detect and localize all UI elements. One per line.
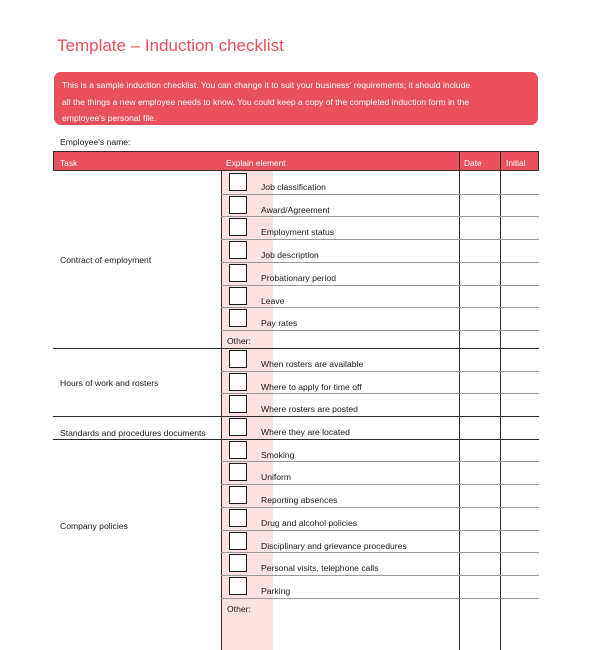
explain-element-item: Leave bbox=[261, 295, 285, 306]
header-divider bbox=[459, 152, 460, 170]
task-label: Hours of work and rosters bbox=[60, 378, 159, 388]
explain-element-item: Parking bbox=[261, 585, 291, 596]
header-initial: Initial bbox=[506, 158, 526, 168]
explain-element-item: Probationary period bbox=[261, 272, 337, 283]
explain-element-item: Pay rates bbox=[261, 318, 298, 329]
row-divider bbox=[221, 461, 539, 462]
checkbox[interactable] bbox=[229, 463, 247, 481]
explain-element-item: Reporting absences bbox=[261, 495, 338, 506]
row-divider bbox=[221, 530, 539, 531]
intro-line: all the things a new employee needs to know. You could keep a copy of the completed induction form in the bbox=[62, 96, 470, 107]
row-divider bbox=[221, 598, 539, 599]
checkbox[interactable] bbox=[229, 441, 247, 459]
row-divider bbox=[221, 575, 539, 576]
other-label: Other: bbox=[227, 603, 251, 614]
explain-element-item: Where rosters are posted bbox=[261, 404, 358, 415]
row-divider bbox=[221, 307, 539, 308]
task-label: Contract of employment bbox=[60, 255, 152, 265]
checkbox[interactable] bbox=[229, 264, 247, 282]
intro-banner bbox=[54, 72, 538, 125]
explain-element-item: Job description bbox=[261, 250, 319, 261]
row-divider bbox=[221, 371, 539, 372]
header-explain-element: Explain element bbox=[226, 158, 286, 168]
task-label: Standards and procedures documents bbox=[60, 428, 206, 438]
row-divider bbox=[53, 439, 539, 440]
row-divider bbox=[53, 348, 539, 349]
explain-element-item: Where to apply for time off bbox=[261, 381, 362, 392]
explain-element-item: Uniform bbox=[261, 472, 292, 483]
header-task: Task bbox=[60, 158, 78, 168]
explain-element-item: Award/Agreement bbox=[261, 204, 330, 215]
checkbox[interactable] bbox=[229, 373, 247, 391]
row-divider bbox=[221, 262, 539, 263]
table-header-row bbox=[53, 151, 539, 171]
header-date: Date bbox=[464, 158, 482, 168]
intro-line: employee's personal file. bbox=[62, 113, 157, 123]
row-divider bbox=[221, 285, 539, 286]
checkbox[interactable] bbox=[229, 395, 247, 413]
induction-checklist-table bbox=[53, 151, 539, 650]
row-divider bbox=[221, 239, 539, 240]
explain-element-item: Employment status bbox=[261, 227, 335, 238]
intro-line: This is a sample induction checklist. You can change it to suit your business' requirements; it should include bbox=[62, 80, 471, 90]
checkbox[interactable] bbox=[229, 218, 247, 236]
explain-element-item: Smoking bbox=[261, 449, 295, 460]
explain-element-item: Where they are located bbox=[261, 427, 350, 437]
column-divider bbox=[221, 171, 222, 650]
row-divider bbox=[221, 484, 539, 485]
checkbox[interactable] bbox=[229, 418, 247, 436]
checkbox[interactable] bbox=[229, 554, 247, 572]
document-title: Template – Induction checklist bbox=[57, 36, 284, 55]
column-divider bbox=[500, 171, 501, 650]
checkbox[interactable] bbox=[229, 241, 247, 259]
task-label: Company policies bbox=[60, 521, 128, 531]
checkbox[interactable] bbox=[229, 532, 247, 550]
row-divider bbox=[221, 330, 539, 331]
checkbox[interactable] bbox=[229, 350, 247, 368]
explain-element-item: Personal visits, telephone calls bbox=[261, 563, 379, 574]
row-divider bbox=[221, 393, 539, 394]
header-divider bbox=[500, 152, 501, 170]
row-divider bbox=[53, 416, 539, 417]
column-divider bbox=[459, 171, 460, 650]
row-divider bbox=[221, 552, 539, 553]
other-label: Other: bbox=[227, 335, 251, 346]
checkbox[interactable] bbox=[229, 173, 247, 191]
explain-element-item: Disciplinary and grievance procedures bbox=[261, 540, 407, 551]
employee-name-label: Employee's name: bbox=[60, 137, 131, 147]
checkbox[interactable] bbox=[229, 509, 247, 527]
checkbox[interactable] bbox=[229, 196, 247, 214]
checkbox[interactable] bbox=[229, 309, 247, 327]
explain-element-item: Job classification bbox=[261, 182, 326, 192]
row-divider bbox=[221, 194, 539, 195]
checkbox[interactable] bbox=[229, 577, 247, 595]
row-divider bbox=[221, 507, 539, 508]
row-divider bbox=[221, 216, 539, 217]
checkbox[interactable] bbox=[229, 486, 247, 504]
explain-element-item: Drug and alcohol policies bbox=[261, 517, 358, 528]
explain-element-item: When rosters are available bbox=[261, 358, 364, 369]
checkbox[interactable] bbox=[229, 287, 247, 305]
